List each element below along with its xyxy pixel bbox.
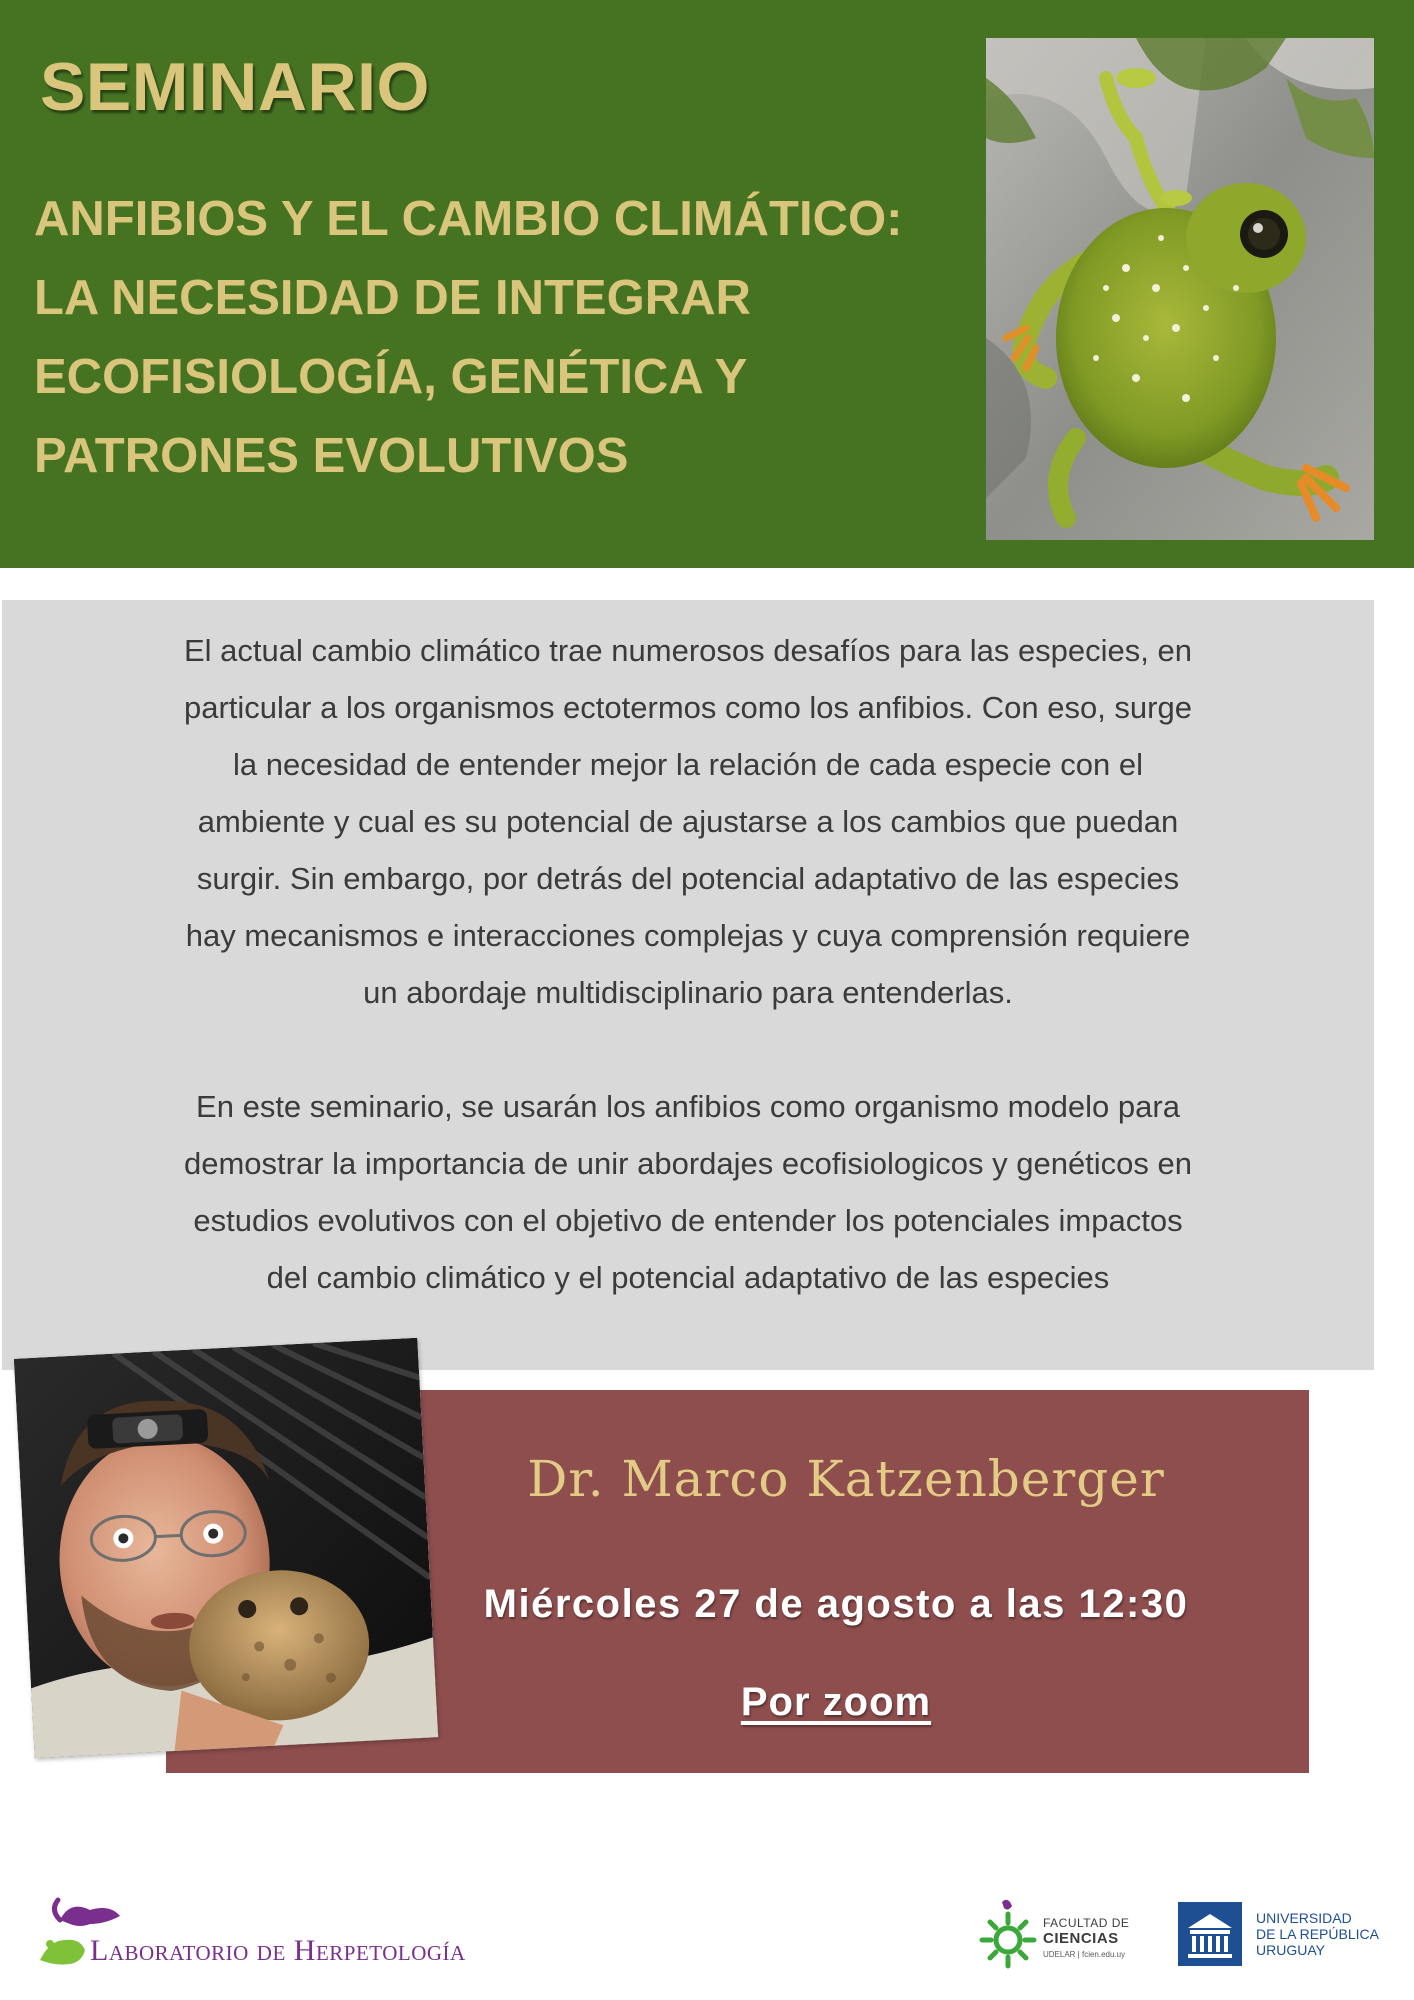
faculty-line-2: CIENCIAS: [1043, 1930, 1119, 1947]
faculty-line-1: FACULTAD DE: [1043, 1916, 1130, 1930]
abstract-line: demostrar la importancia de unir abordajes ecofisiologicos y genéticos en: [183, 1146, 1193, 1181]
faculty-line-3: UDELAR | fcien.edu.uy: [1043, 1950, 1126, 1959]
abstract-line: un abordaje multidisciplinario para entenderlas.: [363, 975, 1013, 1010]
abstract-line: del cambio climático y el potencial adaptativo de las especies: [266, 1260, 1110, 1295]
university-line: DE LA REPÚBLICA: [1256, 1926, 1379, 1942]
university-line: UNIVERSIDAD: [1256, 1910, 1352, 1926]
herpetology-lab-logo: [30, 1890, 500, 1970]
title-line: ECOFISIOLOGÍA, GENÉTICA Y: [34, 350, 748, 404]
faculty-logo: [978, 1898, 1158, 1972]
event-location-link[interactable]: Por zoom: [740, 1680, 932, 1724]
abstract-line: la necesidad de entender mejor la relación de cada especie con el: [233, 747, 1143, 782]
tree-frog-photo: [986, 38, 1374, 540]
speaker-photo: [14, 1338, 438, 1759]
abstract-line: El actual cambio climático trae numerosos desafíos para las especies, en: [184, 633, 1192, 668]
abstract-paragraph-1: [2, 622, 1374, 1021]
university-line: URUGUAY: [1256, 1942, 1325, 1958]
title-line: LA NECESIDAD DE INTEGRAR: [34, 271, 751, 325]
abstract-paragraph-2: [2, 1078, 1374, 1306]
seminar-title: [34, 180, 984, 496]
speaker-portrait-image: [14, 1338, 438, 1759]
university-building-icon: [1178, 1902, 1242, 1966]
abstract-line: En este seminario, se usarán los anfibios como organismo modelo para: [196, 1089, 1180, 1124]
seminar-kicker: SEMINARIO: [40, 49, 430, 125]
abstract-line: surgir. Sin embargo, por detrás del potencial adaptativo de las especies: [196, 861, 1180, 896]
abstract-line: hay mecanismos e interacciones complejas y cuya comprensión requiere: [185, 918, 1191, 953]
abstract-line: ambiente y cual es su potencial de ajustarse a los cambios que puedan: [197, 804, 1179, 839]
university-name: [1256, 1910, 1379, 1958]
speaker-name: Dr. Marco Katzenberger: [527, 1450, 1165, 1508]
abstract-line: particular a los organismos ectotermos como los anfibios. Con eso, surge: [184, 690, 1192, 725]
abstract-line: estudios evolutivos con el objetivo de entender los potenciales impactos: [193, 1203, 1183, 1238]
abstract-box: [2, 600, 1374, 1370]
title-line: ANFIBIOS Y EL CAMBIO CLIMÁTICO:: [34, 192, 903, 246]
event-date: Miércoles 27 de agosto a las 12:30: [483, 1582, 1189, 1626]
header-banner: [0, 0, 1414, 568]
tree-frog-image: [986, 38, 1374, 540]
lab-name: Laboratorio de Herpetología: [90, 1934, 466, 1967]
university-logo: [1178, 1902, 1388, 1974]
faculty-sunburst-icon: [978, 1898, 1038, 1972]
title-line: PATRONES EVOLUTIVOS: [34, 429, 629, 483]
